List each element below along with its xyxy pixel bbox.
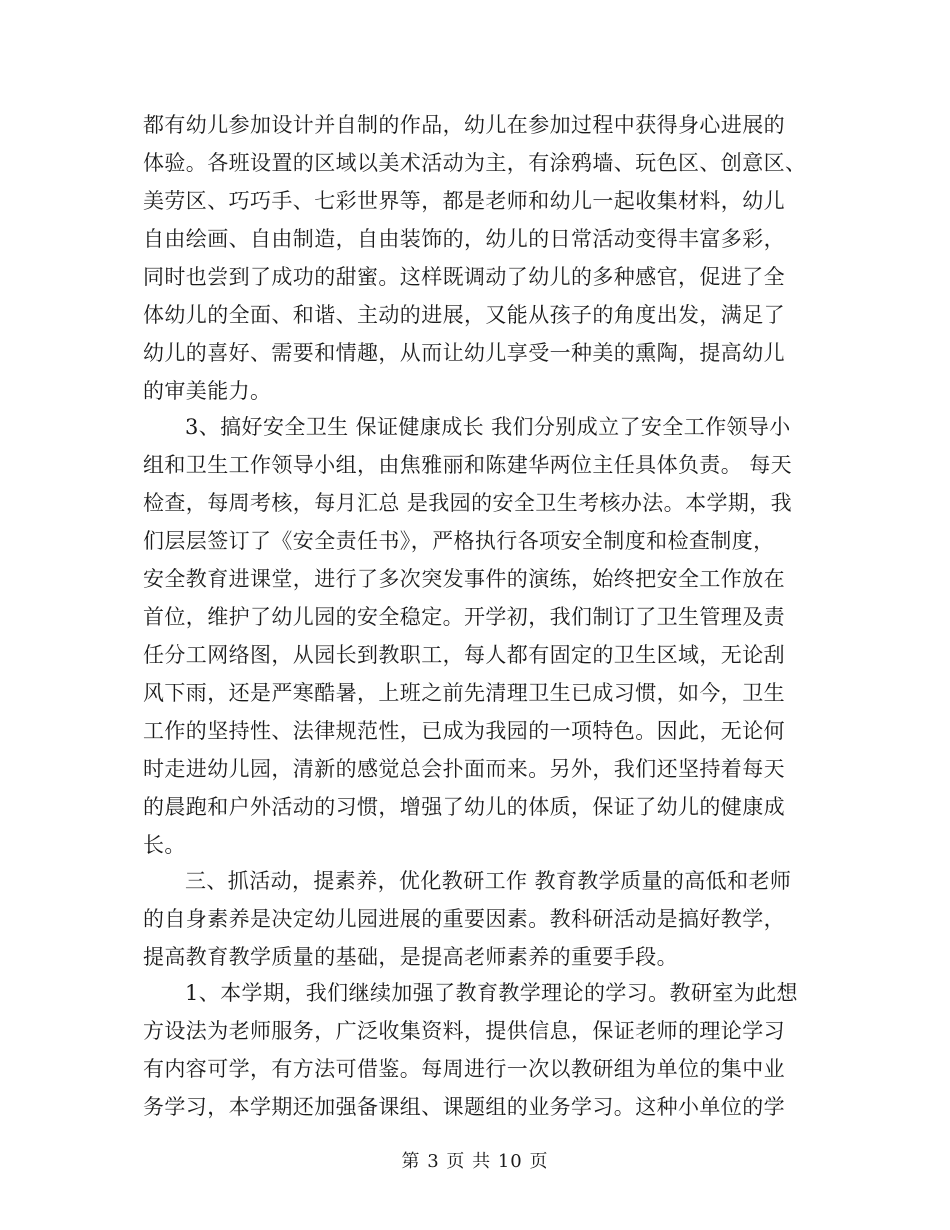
text-line: 长。 [143, 833, 186, 857]
page-number-footer: 第 3 页 共 10 页 [401, 1151, 549, 1172]
text-line: 的晨跑和户外活动的习惯，增强了幼儿的体质，保证了幼儿的健康成 [143, 795, 785, 819]
text-line: 务学习，本学期还加强备课组、课题组的业务学习。这种小单位的学 [143, 1095, 785, 1119]
text-line: 自由绘画、自由制造，自由装饰的，幼儿的日常活动变得丰富多彩， [143, 227, 785, 251]
text-line: 首位，维护了幼儿园的安全稳定。开学初，我们制订了卫生管理及责 [143, 605, 785, 629]
text-line: 方设法为老师服务，广泛收集资料，提供信息，保证老师的理论学习 [143, 1019, 785, 1043]
text-line: 们层层签订了《安全责任书》，严格执行各项安全制度和检查制度， [143, 529, 775, 553]
text-line: 工作的坚持性、法律规范性，已成为我园的一项特色。因此，无论何 [143, 719, 785, 743]
text-line: 提高教育教学质量的基础，是提高老师素养的重要手段。 [143, 945, 678, 969]
text-line: 有内容可学，有方法可借鉴。每周进行一次以教研组为单位的集中业 [143, 1057, 785, 1081]
text-line: 同时也尝到了成功的甜蜜。这样既调动了幼儿的多种感官，促进了全 [143, 265, 785, 289]
text-line: 时走进幼儿园，清新的感觉总会扑面而来。另外，我们还坚持着每天 [143, 757, 785, 781]
section-heading-line: 三、抓活动，提素养，优化教研工作 教育教学质量的高低和老师 [185, 869, 792, 893]
text-line: 安全教育进课堂，进行了多次突发事件的演练，始终把安全工作放在 [143, 567, 785, 591]
text-line: 组和卫生工作领导小组，由焦雅丽和陈建华两位主任具体负责。 每天 [143, 453, 793, 477]
text-line: 体幼儿的全面、和谐、主动的进展，又能从孩子的角度出发，满足了 [143, 303, 785, 327]
text-line: 美劳区、巧巧手、七彩世界等，都是老师和幼儿一起收集材料，幼儿 [143, 189, 785, 213]
text-line: 任分工网络图，从园长到教职工，每人都有固定的卫生区域，无论刮 [143, 643, 785, 667]
text-line: 体验。各班设置的区域以美术活动为主，有涂鸦墙、玩色区、创意区、 [143, 151, 807, 175]
text-line: 风下雨，还是严寒酷暑，上班之前先清理卫生已成习惯，如今，卫生 [143, 681, 785, 705]
paragraph-start-line: 3、搞好安全卫生 保证健康成长 我们分别成立了安全工作领导小 [185, 415, 791, 439]
text-line: 检查，每周考核，每月汇总 是我园的安全卫生考核办法。本学期，我 [143, 491, 793, 515]
paragraph-start-line: 1、本学期，我们继续加强了教育教学理论的学习。教研室为此想 [185, 981, 798, 1005]
text-line: 的审美能力。 [143, 379, 272, 403]
text-line: 的自身素养是决定幼儿园进展的重要因素。教科研活动是搞好教学， [143, 907, 785, 931]
text-line: 幼儿的喜好、需要和情趣，从而让幼儿享受一种美的熏陶，提高幼儿 [143, 341, 785, 365]
text-line: 都有幼儿参加设计并自制的作品，幼儿在参加过程中获得身心进展的 [143, 113, 785, 137]
